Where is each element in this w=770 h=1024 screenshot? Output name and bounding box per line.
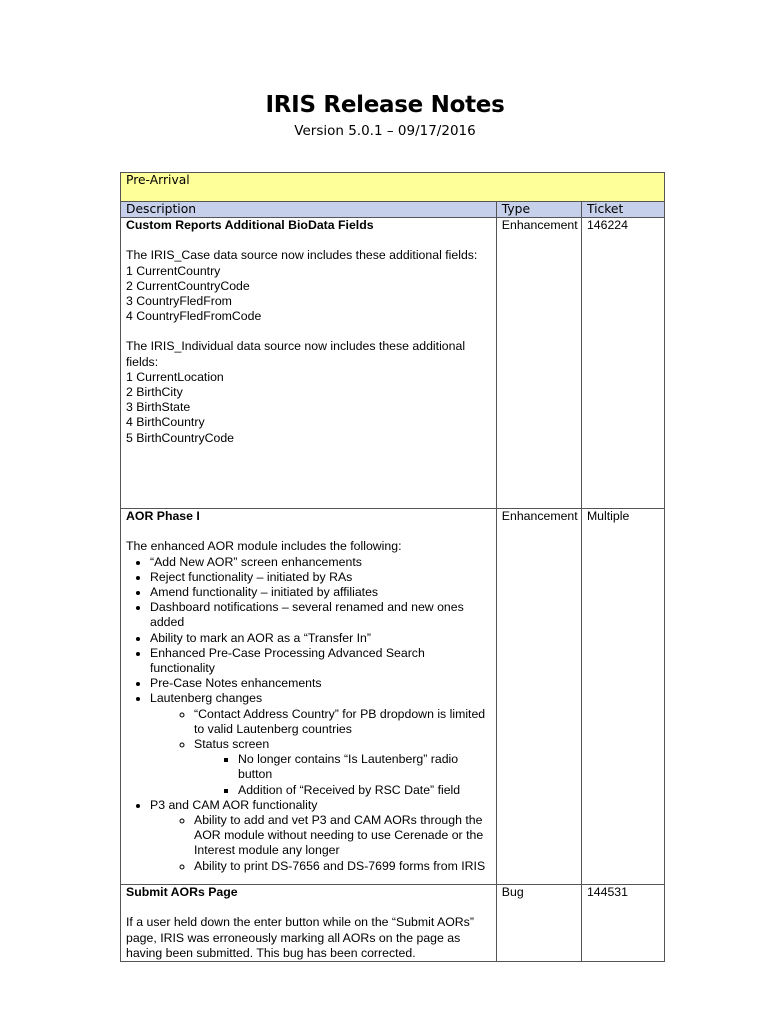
sub-sub-bullet-item: ▪ No longer contains “Is Lautenberg” radio button: [238, 752, 491, 782]
item-description: [121, 509, 497, 885]
column-header-ticket: Ticket: [581, 202, 664, 218]
column-header-description: Description: [121, 202, 497, 218]
list-item: 5 BirthCountryCode: [126, 430, 234, 445]
bullet-text: P3 and CAM AOR functionality: [150, 797, 318, 812]
bullet-item: • Pre-Case Notes enhancements: [150, 676, 491, 691]
sub-bullet-item: ◦ Ability to print DS-7656 and DS-7699 forms from IRIS: [194, 859, 491, 874]
bullet-item: • Amend functionality – initiated by affiliates: [150, 585, 491, 600]
list-item: 3 BirthState: [126, 400, 191, 415]
table-row: [121, 885, 665, 962]
sub-bullet-list: [150, 707, 491, 798]
item-title: AOR Phase I: [126, 509, 200, 524]
document-subtitle: Version 5.0.1 – 09/17/2016: [294, 123, 476, 139]
item-type: Enhancement: [496, 218, 581, 509]
bullet-item: • Reject functionality – initiated by RAs: [150, 570, 491, 585]
sub-bullet-item: ◦ “Contact Address Country” for PB dropdown is limited to valid Lautenberg countries: [194, 707, 491, 737]
bullet-item: [150, 691, 491, 797]
table-row: [121, 218, 665, 509]
section-title: Pre-Arrival: [121, 173, 665, 202]
list-item: 2 BirthCity: [126, 385, 183, 400]
item-ticket: Multiple: [581, 509, 664, 885]
list-item: 2 CurrentCountryCode: [126, 278, 250, 293]
table-row: [121, 509, 665, 885]
list-item: 3 CountryFledFrom: [126, 294, 232, 309]
item-description: [121, 218, 497, 509]
item-ticket: 146224: [581, 218, 664, 509]
item-paragraph: The IRIS_Case data source now includes these additional fields:: [126, 248, 478, 263]
sub-sub-bullet-list: [194, 752, 491, 798]
item-paragraph: The IRIS_Individual data source now includes these additional fields:: [126, 339, 466, 369]
bullet-item: • Dashboard notifications – several renamed and new ones added: [150, 600, 491, 630]
release-notes-table: [120, 172, 665, 962]
column-header-row: [121, 202, 665, 218]
list-item: 4 CountryFledFromCode: [126, 309, 262, 324]
sub-bullet-item: ◦ Ability to add and vet P3 and CAM AORs through the AOR module without needing to use Cerenade or the Interest module any longer: [194, 813, 491, 859]
field-list: [126, 264, 491, 325]
field-list: [126, 370, 491, 446]
item-title: Submit AORs Page: [126, 885, 238, 900]
item-type: Bug: [496, 885, 581, 962]
bullet-text: Lautenberg changes: [150, 691, 263, 706]
bullet-item: • “Add New AOR” screen enhancements: [150, 555, 491, 570]
sub-bullet-list: [150, 813, 491, 874]
bullet-item: [150, 798, 491, 874]
item-title: Custom Reports Additional BioData Fields: [126, 218, 374, 233]
item-description: [121, 885, 497, 962]
sub-bullet-text: Status screen: [194, 737, 270, 752]
bullet-list: [126, 555, 491, 874]
bullet-item: • Enhanced Pre-Case Processing Advanced Search functionality: [150, 646, 491, 676]
item-type: Enhancement: [496, 509, 581, 885]
list-item: 1 CurrentCountry: [126, 263, 221, 278]
list-item: 4 BirthCountry: [126, 415, 205, 430]
list-item: 1 CurrentLocation: [126, 369, 224, 384]
sub-sub-bullet-item: ▪ Addition of “Received by RSC Date” field: [238, 783, 491, 798]
item-paragraph: If a user held down the enter button while on the “Submit AORs” page, IRIS was erroneously marking all AORs on the page as having been submitted. This bug has been corrected.: [126, 915, 474, 960]
item-paragraph: The enhanced AOR module includes the following:: [126, 539, 402, 554]
section-header-row: [121, 173, 665, 202]
column-header-type: Type: [496, 202, 581, 218]
item-ticket: 144531: [581, 885, 664, 962]
sub-bullet-item: [194, 737, 491, 798]
document-title: IRIS Release Notes: [265, 92, 505, 118]
bullet-item: • Ability to mark an AOR as a “Transfer In”: [150, 631, 491, 646]
